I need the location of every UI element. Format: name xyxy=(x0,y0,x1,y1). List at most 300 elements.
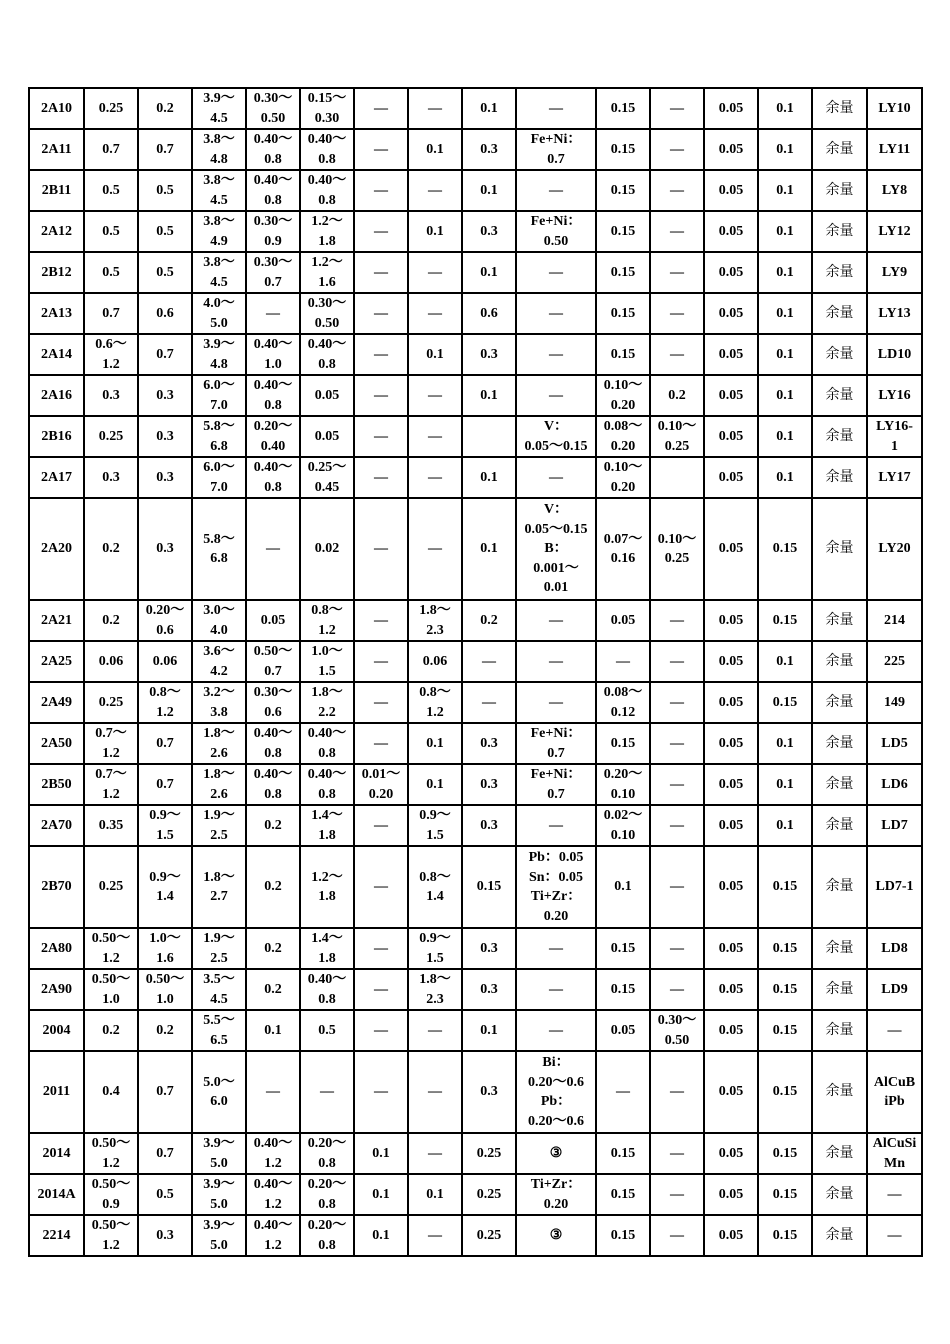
alloy-grade-cell: 2A50 xyxy=(29,723,84,764)
table-cell: — xyxy=(516,252,596,293)
table-cell: 1.4～ 1.8 xyxy=(300,805,354,846)
table-cell: 3.5～ 4.5 xyxy=(192,969,246,1010)
table-cell: — xyxy=(650,1174,704,1215)
table-cell: 余量 xyxy=(812,928,867,969)
table-cell: 0.7 xyxy=(138,1051,192,1133)
table-row xyxy=(29,1051,922,1133)
table-cell: 0.40～ 0.8 xyxy=(300,764,354,805)
table-cell: 0.1 xyxy=(758,375,812,416)
table-cell: 0.05 xyxy=(704,641,758,682)
table-cell: 0.40～ 0.8 xyxy=(246,457,300,498)
table-row xyxy=(29,846,922,928)
table-cell: 0.40～ 1.2 xyxy=(246,1174,300,1215)
table-cell: 0.15 xyxy=(758,1215,812,1256)
table-cell: 0.05 xyxy=(704,1051,758,1133)
table-cell: 1.0～ 1.5 xyxy=(300,641,354,682)
table-cell: 0.07～ 0.16 xyxy=(596,498,650,600)
table-cell xyxy=(462,416,516,457)
legacy-grade-cell: LY16- 1 xyxy=(867,416,922,457)
alloy-grade-cell: 2B70 xyxy=(29,846,84,928)
table-cell: 0.7 xyxy=(138,764,192,805)
table-cell: Pb：0.05 Sn：0.05 Ti+Zr： 0.20 xyxy=(516,846,596,928)
table-cell: — xyxy=(516,600,596,641)
table-cell: 3.9～ 5.0 xyxy=(192,1215,246,1256)
table-cell: 0.1 xyxy=(758,416,812,457)
table-cell: — xyxy=(354,334,408,375)
table-cell: — xyxy=(650,170,704,211)
table-cell: 0.1 xyxy=(758,211,812,252)
table-cell: — xyxy=(246,498,300,600)
table-cell: 0.05 xyxy=(246,600,300,641)
table-cell: 0.05 xyxy=(704,600,758,641)
table-cell: 0.1 xyxy=(408,334,462,375)
alloy-grade-cell: 2A21 xyxy=(29,600,84,641)
alloy-grade-cell: 2A25 xyxy=(29,641,84,682)
table-cell: 0.06 xyxy=(84,641,138,682)
table-cell: 0.25～ 0.45 xyxy=(300,457,354,498)
table-cell: 0.1 xyxy=(758,457,812,498)
table-cell: — xyxy=(650,1051,704,1133)
legacy-grade-cell: LY8 xyxy=(867,170,922,211)
table-cell: 0.25 xyxy=(462,1215,516,1256)
alloy-grade-cell: 2A11 xyxy=(29,129,84,170)
table-row xyxy=(29,1174,922,1215)
table-cell: 余量 xyxy=(812,723,867,764)
table-cell: 0.2 xyxy=(650,375,704,416)
table-cell: 3.9～ 4.5 xyxy=(192,88,246,129)
table-cell: — xyxy=(650,252,704,293)
table-cell: 0.5 xyxy=(138,252,192,293)
table-cell xyxy=(650,457,704,498)
table-cell: 0.15 xyxy=(758,1010,812,1051)
table-cell: — xyxy=(516,1010,596,1051)
table-cell: — xyxy=(354,805,408,846)
table-cell: — xyxy=(354,928,408,969)
table-cell: 0.50～ 0.9 xyxy=(84,1174,138,1215)
table-cell: 1.8～ 2.3 xyxy=(408,600,462,641)
table-row xyxy=(29,375,922,416)
table-cell: 0.1 xyxy=(462,170,516,211)
table-cell: 0.05 xyxy=(704,1133,758,1174)
table-cell: 0.15 xyxy=(596,129,650,170)
table-cell: 0.15 xyxy=(596,1215,650,1256)
table-row xyxy=(29,723,922,764)
table-cell: — xyxy=(516,805,596,846)
table-cell: Bi： 0.20～0.6 Pb： 0.20～0.6 xyxy=(516,1051,596,1133)
table-cell: — xyxy=(354,88,408,129)
table-row xyxy=(29,88,922,129)
table-cell: 余量 xyxy=(812,457,867,498)
table-cell: 5.5～ 6.5 xyxy=(192,1010,246,1051)
legacy-grade-cell: AlCuB iPb xyxy=(867,1051,922,1133)
table-cell: 1.8～ 2.6 xyxy=(192,764,246,805)
table-cell: 0.3 xyxy=(462,723,516,764)
table-cell: Fe+Ni： 0.7 xyxy=(516,764,596,805)
table-cell: — xyxy=(408,88,462,129)
table-cell: 3.6～ 4.2 xyxy=(192,641,246,682)
table-cell: — xyxy=(354,129,408,170)
table-cell: 0.15 xyxy=(758,928,812,969)
table-cell: 0.15 xyxy=(596,928,650,969)
table-cell: 0.1 xyxy=(246,1010,300,1051)
table-cell: 0.40～ 0.8 xyxy=(246,375,300,416)
table-cell: 0.40～ 0.8 xyxy=(300,723,354,764)
table-cell: 0.15 xyxy=(596,211,650,252)
table-cell: 6.0～ 7.0 xyxy=(192,457,246,498)
table-cell: 0.1 xyxy=(758,170,812,211)
table-cell: 0.20～ 0.8 xyxy=(300,1215,354,1256)
table-cell: 0.05 xyxy=(704,416,758,457)
table-cell: 3.8～ 4.8 xyxy=(192,129,246,170)
table-cell: — xyxy=(408,416,462,457)
table-cell: 1.2～ 1.8 xyxy=(300,211,354,252)
legacy-grade-cell: — xyxy=(867,1010,922,1051)
legacy-grade-cell: 225 xyxy=(867,641,922,682)
table-cell: 0.10～ 0.20 xyxy=(596,457,650,498)
table-cell: 余量 xyxy=(812,375,867,416)
table-cell: 0.3 xyxy=(462,1051,516,1133)
table-cell: 1.2～ 1.6 xyxy=(300,252,354,293)
table-cell: 0.15 xyxy=(758,846,812,928)
table-cell: 0.1 xyxy=(758,723,812,764)
table-cell: 0.8～ 1.2 xyxy=(138,682,192,723)
alloy-grade-cell: 2014A xyxy=(29,1174,84,1215)
table-cell: 0.40～ 0.8 xyxy=(246,129,300,170)
table-cell: 0.3 xyxy=(138,457,192,498)
table-cell: — xyxy=(354,723,408,764)
table-cell: — xyxy=(408,170,462,211)
legacy-grade-cell: LY9 xyxy=(867,252,922,293)
table-cell: 余量 xyxy=(812,334,867,375)
table-cell: 余量 xyxy=(812,969,867,1010)
table-cell: 0.05 xyxy=(704,211,758,252)
table-cell: 0.1 xyxy=(758,293,812,334)
table-cell: — xyxy=(462,641,516,682)
table-cell: 0.05 xyxy=(704,170,758,211)
table-cell: V： 0.05～0.15 xyxy=(516,416,596,457)
legacy-grade-cell: LD10 xyxy=(867,334,922,375)
table-cell: 0.1 xyxy=(758,252,812,293)
table-cell: 0.1 xyxy=(462,457,516,498)
table-cell: 1.2～ 1.8 xyxy=(300,846,354,928)
table-cell: 3.9～ 4.8 xyxy=(192,334,246,375)
table-cell: 余量 xyxy=(812,1174,867,1215)
table-cell: 0.40～ 0.8 xyxy=(300,969,354,1010)
table-cell: — xyxy=(650,846,704,928)
table-cell: 0.50～ 0.7 xyxy=(246,641,300,682)
table-cell: 0.40～ 0.8 xyxy=(246,170,300,211)
table-cell: — xyxy=(650,293,704,334)
table-cell: 0.3 xyxy=(462,928,516,969)
table-cell: — xyxy=(650,641,704,682)
legacy-grade-cell: AlCuSi Mn xyxy=(867,1133,922,1174)
table-cell: 0.20～ 0.40 xyxy=(246,416,300,457)
table-cell: 0.3 xyxy=(138,416,192,457)
table-cell: 4.0～ 5.0 xyxy=(192,293,246,334)
legacy-grade-cell: LD5 xyxy=(867,723,922,764)
table-cell: 0.1 xyxy=(758,129,812,170)
table-cell: 0.1 xyxy=(462,1010,516,1051)
table-cell: — xyxy=(650,969,704,1010)
table-cell: 0.2 xyxy=(84,498,138,600)
table-cell: 0.2 xyxy=(246,928,300,969)
table-cell: — xyxy=(408,457,462,498)
table-cell: — xyxy=(354,1051,408,1133)
legacy-grade-cell: LY11 xyxy=(867,129,922,170)
table-cell: 0.8～ 1.2 xyxy=(300,600,354,641)
table-cell: 3.0～ 4.0 xyxy=(192,600,246,641)
table-cell: 0.3 xyxy=(462,764,516,805)
table-row xyxy=(29,641,922,682)
table-cell: — xyxy=(246,1051,300,1133)
table-cell: 0.5 xyxy=(300,1010,354,1051)
table-cell: 0.40～ 1.0 xyxy=(246,334,300,375)
table-cell: ③ xyxy=(516,1133,596,1174)
table-cell: — xyxy=(516,170,596,211)
alloy-grade-cell: 2A10 xyxy=(29,88,84,129)
table-cell: — xyxy=(650,723,704,764)
table-cell: 0.1 xyxy=(354,1174,408,1215)
table-cell: 0.50～ 1.0 xyxy=(84,969,138,1010)
alloy-grade-cell: 2B16 xyxy=(29,416,84,457)
table-cell: 0.7 xyxy=(84,293,138,334)
table-cell: — xyxy=(354,641,408,682)
table-cell: 0.40～ 1.2 xyxy=(246,1215,300,1256)
table-cell: 0.40～ 1.2 xyxy=(246,1133,300,1174)
table-cell: 0.2 xyxy=(462,600,516,641)
table-cell: 0.15～ 0.30 xyxy=(300,88,354,129)
table-row xyxy=(29,1215,922,1256)
table-cell: 0.25 xyxy=(84,88,138,129)
table-cell: — xyxy=(650,129,704,170)
table-cell: 0.06 xyxy=(408,641,462,682)
table-cell: 0.02～ 0.10 xyxy=(596,805,650,846)
table-cell: 0.05 xyxy=(704,375,758,416)
table-cell: — xyxy=(408,293,462,334)
table-cell: 0.01～ 0.20 xyxy=(354,764,408,805)
table-cell: — xyxy=(650,682,704,723)
table-cell: 0.05 xyxy=(704,293,758,334)
alloy-grade-cell: 2A49 xyxy=(29,682,84,723)
table-cell: — xyxy=(408,252,462,293)
legacy-grade-cell: — xyxy=(867,1174,922,1215)
table-cell: 余量 xyxy=(812,764,867,805)
table-cell: 0.40～ 0.8 xyxy=(300,129,354,170)
table-cell: 0.05 xyxy=(704,334,758,375)
table-cell: 0.2 xyxy=(246,805,300,846)
table-cell: 0.15 xyxy=(596,1174,650,1215)
table-cell: 0.1 xyxy=(758,641,812,682)
table-cell: 0.05 xyxy=(300,375,354,416)
table-row xyxy=(29,764,922,805)
table-cell: 0.30～ 0.50 xyxy=(300,293,354,334)
table-cell: 0.05 xyxy=(704,1215,758,1256)
table-cell: 余量 xyxy=(812,88,867,129)
table-cell: 0.50～ 1.2 xyxy=(84,1133,138,1174)
table-cell: — xyxy=(354,293,408,334)
table-cell: 0.7 xyxy=(84,129,138,170)
table-cell: 余量 xyxy=(812,211,867,252)
table-row xyxy=(29,498,922,600)
table-cell: 0.25 xyxy=(84,682,138,723)
table-cell: — xyxy=(596,641,650,682)
table-cell: Fe+Ni： 0.7 xyxy=(516,129,596,170)
table-cell: 0.20～ 0.8 xyxy=(300,1174,354,1215)
table-cell: 0.1 xyxy=(462,375,516,416)
table-row xyxy=(29,416,922,457)
table-row xyxy=(29,1010,922,1051)
table-cell: 5.0～ 6.0 xyxy=(192,1051,246,1133)
table-cell: 0.1 xyxy=(758,88,812,129)
table-cell: 0.25 xyxy=(84,416,138,457)
alloy-grade-cell: 2A17 xyxy=(29,457,84,498)
table-cell: 3.8～ 4.5 xyxy=(192,252,246,293)
table-cell: 0.5 xyxy=(84,211,138,252)
table-cell: 余量 xyxy=(812,1051,867,1133)
table-cell: 余量 xyxy=(812,129,867,170)
table-row xyxy=(29,170,922,211)
table-cell: 0.30～ 0.6 xyxy=(246,682,300,723)
table-row xyxy=(29,334,922,375)
table-cell: 0.3 xyxy=(138,375,192,416)
table-cell: 0.15 xyxy=(758,1174,812,1215)
alloy-grade-cell: 2A16 xyxy=(29,375,84,416)
table-row xyxy=(29,293,922,334)
alloy-grade-cell: 2A12 xyxy=(29,211,84,252)
table-cell: — xyxy=(516,969,596,1010)
table-cell: 0.06 xyxy=(138,641,192,682)
table-cell: — xyxy=(516,928,596,969)
alloy-grade-cell: 2014 xyxy=(29,1133,84,1174)
alloy-grade-cell: 2A13 xyxy=(29,293,84,334)
table-cell: 0.05 xyxy=(704,846,758,928)
table-cell: 0.8～ 1.4 xyxy=(408,846,462,928)
table-cell: 0.5 xyxy=(138,170,192,211)
table-cell: 0.15 xyxy=(596,252,650,293)
table-cell: — xyxy=(354,969,408,1010)
table-cell: — xyxy=(354,457,408,498)
table-cell: 0.40～ 0.8 xyxy=(300,170,354,211)
table-cell: 0.2 xyxy=(138,88,192,129)
legacy-grade-cell: LY16 xyxy=(867,375,922,416)
table-cell: 0.30～ 0.50 xyxy=(650,1010,704,1051)
alloy-grade-cell: 2B11 xyxy=(29,170,84,211)
table-cell: 0.1 xyxy=(462,498,516,600)
table-cell: 0.1 xyxy=(462,252,516,293)
table-cell: — xyxy=(650,1133,704,1174)
table-cell: 0.25 xyxy=(84,846,138,928)
table-cell: 0.1 xyxy=(758,764,812,805)
table-cell: 0.40～ 0.8 xyxy=(300,334,354,375)
table-cell: 0.3 xyxy=(138,1215,192,1256)
table-cell: 余量 xyxy=(812,1010,867,1051)
table-cell: 1.8～ 2.3 xyxy=(408,969,462,1010)
table-cell: 0.05 xyxy=(704,928,758,969)
table-cell: 0.02 xyxy=(300,498,354,600)
table-row xyxy=(29,457,922,498)
table-body xyxy=(29,88,922,1256)
table-row xyxy=(29,211,922,252)
table-cell: — xyxy=(650,334,704,375)
table-row xyxy=(29,805,922,846)
table-cell: 余量 xyxy=(812,600,867,641)
table-cell: 0.7～ 1.2 xyxy=(84,764,138,805)
table-cell: 0.15 xyxy=(758,682,812,723)
table-cell: 余量 xyxy=(812,170,867,211)
table-cell: — xyxy=(516,334,596,375)
table-cell: 0.15 xyxy=(596,170,650,211)
table-cell: 余量 xyxy=(812,498,867,600)
table-cell: 0.50～ 1.2 xyxy=(84,1215,138,1256)
table-row xyxy=(29,682,922,723)
alloy-grade-cell: 2214 xyxy=(29,1215,84,1256)
table-cell: — xyxy=(354,252,408,293)
table-cell: 0.1 xyxy=(462,88,516,129)
table-cell: 余量 xyxy=(812,416,867,457)
table-cell: 0.40～ 0.8 xyxy=(246,723,300,764)
table-cell: 0.9～ 1.5 xyxy=(138,805,192,846)
table-cell: 0.8～ 1.2 xyxy=(408,682,462,723)
table-cell: 余量 xyxy=(812,252,867,293)
table-cell: 0.9～ 1.5 xyxy=(408,805,462,846)
table-cell: ③ xyxy=(516,1215,596,1256)
table-cell: — xyxy=(650,928,704,969)
table-cell: 余量 xyxy=(812,1215,867,1256)
table-cell: 0.05 xyxy=(704,805,758,846)
table-cell: 0.15 xyxy=(596,723,650,764)
alloy-grade-cell: 2A70 xyxy=(29,805,84,846)
table-cell: — xyxy=(516,88,596,129)
table-cell: 0.10～ 0.25 xyxy=(650,416,704,457)
alloy-grade-cell: 2B12 xyxy=(29,252,84,293)
table-cell: 0.15 xyxy=(596,334,650,375)
table-cell: — xyxy=(650,88,704,129)
table-cell: — xyxy=(408,1133,462,1174)
legacy-grade-cell: LY10 xyxy=(867,88,922,129)
table-cell: 0.10～ 0.25 xyxy=(650,498,704,600)
table-cell: 1.9～ 2.5 xyxy=(192,805,246,846)
table-cell: 余量 xyxy=(812,641,867,682)
table-cell: 0.1 xyxy=(408,1174,462,1215)
table-cell: — xyxy=(246,293,300,334)
table-cell: Fe+Ni： 0.50 xyxy=(516,211,596,252)
table-cell: 0.1 xyxy=(408,764,462,805)
table-cell: 0.15 xyxy=(758,600,812,641)
table-cell: 0.7 xyxy=(138,334,192,375)
table-cell: 余量 xyxy=(812,805,867,846)
table-cell: — xyxy=(354,682,408,723)
table-cell: 0.3 xyxy=(462,129,516,170)
table-cell: 0.5 xyxy=(138,1174,192,1215)
table-row xyxy=(29,252,922,293)
table-cell: 1.8～ 2.7 xyxy=(192,846,246,928)
table-cell: 3.9～ 5.0 xyxy=(192,1133,246,1174)
table-cell: — xyxy=(354,498,408,600)
table-cell: 0.2 xyxy=(84,600,138,641)
table-cell: 0.20～ 0.6 xyxy=(138,600,192,641)
table-cell: 0.3 xyxy=(462,969,516,1010)
table-cell: 0.3 xyxy=(462,334,516,375)
table-row xyxy=(29,928,922,969)
table-cell: — xyxy=(462,682,516,723)
table-cell: 0.10～ 0.20 xyxy=(596,375,650,416)
table-cell: 0.5 xyxy=(84,170,138,211)
legacy-grade-cell: LY20 xyxy=(867,498,922,600)
table-cell: 0.05 xyxy=(704,129,758,170)
legacy-grade-cell: — xyxy=(867,1215,922,1256)
table-cell: 0.25 xyxy=(462,1133,516,1174)
table-cell: 余量 xyxy=(812,1133,867,1174)
